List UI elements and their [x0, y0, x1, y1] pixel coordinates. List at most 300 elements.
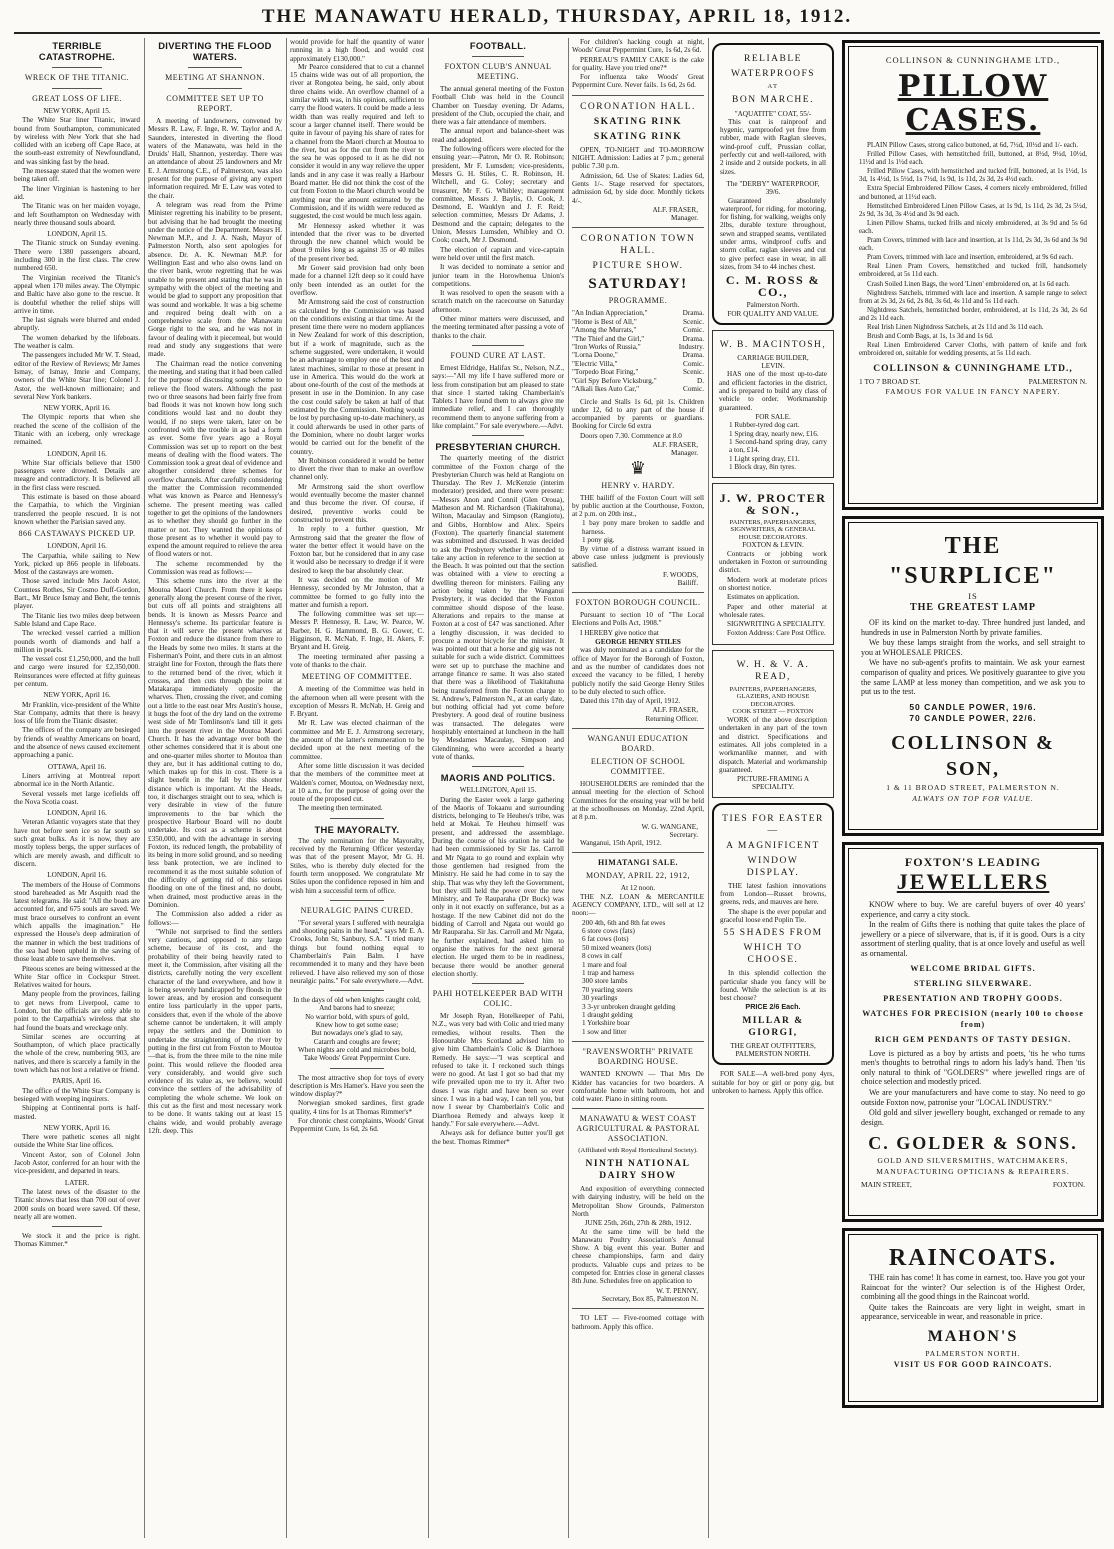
paragraph: It was decided to nominate a senior and junior team in the Horowhenua Union's competitions.	[432, 263, 564, 288]
ad-subheading: FOR SALE.	[755, 412, 791, 421]
programme-genre: D.	[697, 376, 704, 385]
paragraph: The office of the White Star Company is besieged with weeping inquirers.	[14, 1086, 140, 1103]
paragraph: FOR SALE—A well-bred pony 4yrs, suitable for boy or girl or pony gig, but unbroken to harness. Apply this office.	[712, 1070, 834, 1095]
signature-role: Secretary.	[669, 830, 698, 839]
advertiser-name: COLLINSON & SON,	[891, 731, 1055, 780]
paragraph: Veteran Atlantic voyagers state that they have not before seen ice so far south so such great bulks. As it is now, they are mostly topless bergs, the upper surfaces of which are merely awash, and difficult to discern.	[14, 818, 140, 868]
ad-heading: AT	[767, 83, 779, 90]
sale-item: 200 4th, 6th and 8th fat ewes	[582, 918, 666, 927]
paragraph: Quite takes the Raincoats are very light in weight, smart in appearance, serviceable in wear, and reasonable in price.	[861, 1302, 1085, 1322]
ad-heading: PICTURE SHOW.	[592, 261, 684, 272]
ad-subheading: CARRIAGE BUILDER,	[737, 353, 809, 362]
paragraph: Guaranteed absolutely waterproof, for riding, for motoring, for fishing, for walking, weighs only 2lbs, durable texture throughout, sewn and strapped seams, ventilated under arms, windproof cuffs and storm collar, raglan sleeves and cut to give perfect ease in wear, in all sizes, from 34 to 44 inches chest.	[720, 196, 826, 271]
subheadline: MANAWATU & WEST COAST AGRICULTURAL & PASTORAL ASSOCIATION.	[576, 1114, 700, 1144]
poem: In the days of old when knights caught cold, And barons had to sneeze; No warrior bold, with spurs of gold, Knew how to get some ease; But nowadays one's glad to say, Catarrh and coughs are fewer; When nights are cold and microbes bold, Take Woods' Great Peppermint Cure.	[293, 996, 421, 1063]
signature-role: Secretary, Box 85, Palmerston N.	[602, 1294, 698, 1303]
ad-heading: J. W. PROCTER & SON.,	[719, 490, 827, 517]
read-ad	[712, 650, 834, 798]
paragraph: Linen Pillow Shams, tucked frills and nicely embroidered, at 3s 9d and 5s 6d each.	[859, 219, 1087, 235]
address-line: FOXTON.	[1052, 1180, 1085, 1190]
address-line: MAIN STREET,	[861, 1180, 912, 1190]
column-2	[148, 38, 282, 1538]
subheadline: COMMITTEE SET UP TO REPORT.	[166, 94, 264, 113]
subheadline: MONDAY, APRIL 22, 1912,	[585, 871, 691, 881]
advertiser-name: C. M. ROSS & CO.,	[725, 273, 821, 300]
sale-item: 1 Yorkshire boar	[582, 1019, 630, 1028]
paragraph: Nightdress Satchels, hemstitched border, embroidered, at 1s 11d, 2s 3d, 2s 6d and 2s 11d each.	[859, 306, 1087, 322]
advertiser-address	[859, 377, 1087, 386]
paragraph: Liners arriving at Montreal report abnormal ice in the North Atlantic.	[14, 771, 140, 789]
paragraph: THE bailiff of the Foxton Court will sell by public auction at the Courthouse, Foxton, at 2 p.m. on 20th inst.,	[572, 493, 704, 519]
paragraph: Hemstitched Embroidered Linen Pillow Cases, at 1s 9d, 1s 11d, 2s 3d, 2s 5½d, 2s 9d, 3s 3d, 3s 4½d and 3s 9d each.	[859, 202, 1087, 218]
candidate-name: GEORGE HENRY STILES	[595, 638, 681, 647]
sale-list	[572, 919, 704, 1037]
surplice-lamp-ad	[842, 516, 1104, 836]
programme-title: "Home is Best of All,"	[572, 317, 637, 326]
advertiser-tagline: GOLD AND SILVERSMITHS, WATCHMAKERS, MANUFACTURING OPTICIANS & REPAIRERS.	[876, 1156, 1070, 1177]
paragraph: The wrecked vessel carried a million pounds worth of diamonds and half a million in pearls.	[14, 629, 140, 654]
programme-row	[572, 343, 704, 351]
paragraph: Extra Special Embroidered Pillow Cases, 4 corners nicely embroidered, frilled and buttoned, at 11½d each.	[859, 185, 1087, 201]
paragraph: Norwegian smoked sardines, first grade quality, 4 tins for 1s at Thomas Rimmer's*	[290, 1099, 424, 1116]
paragraph: I HEREBY give notice that	[580, 628, 659, 637]
paragraph: Mr Robinson considered it would be better to divert the river than to make an overflow channel only.	[290, 456, 424, 482]
paragraph: Dated this 17th day of April, 1912.	[580, 697, 681, 706]
programme-genre: Industry.	[678, 343, 704, 352]
ad-title: SATURDAY!	[588, 276, 688, 293]
paragraph: Frilled Pillow Cases, with hemstitched frill, buttoned, at 8½d, 9½d, 10½d, 11½d and 1s 1½d each.	[859, 151, 1087, 167]
divider	[188, 88, 242, 89]
ad-heading: SKATING RINK	[593, 131, 683, 142]
dateline: NEW YORK, April 15.	[43, 107, 111, 115]
paragraph: This estimate is based on those aboard the Carpathia, to which the Virginian transferred the people rescued. It is not known whether the Parisian saved any.	[14, 493, 140, 526]
ad-body	[861, 1049, 1085, 1128]
advertiser-name: COLLINSON & CUNNINGHAME LTD.,	[873, 364, 1073, 375]
paragraph: was duly nominated as a candidate for the office of Mayor for the Borough of Foxton, and as the number of candidates does not exceed the vacancy to be filled, I hereby publicly notify the said George Henry Stiles to be duly elected to such office.	[572, 646, 704, 696]
divider	[572, 1108, 704, 1109]
sale-item: 6 store cows (fats)	[582, 927, 635, 936]
ad-heading: W. H. & V. A. READ,	[736, 659, 810, 682]
sale-item: 300 store lambs	[582, 977, 628, 986]
ad-body	[859, 142, 1087, 358]
dateline: PARIS, April 16.	[52, 1077, 102, 1086]
paragraph: Many people from the provinces, failing to get news from Liverpool, came to London, but the officials are only able to point to the Carpathia's wireless that she had found the boats and wreckage only.	[14, 990, 140, 1032]
advertiser-tagline: THE GREAT OUTFITTERS,	[730, 1041, 816, 1050]
signature: W. G. WANGANE,	[641, 822, 698, 831]
programme-title: "Torpedo Boat Firing,"	[572, 368, 639, 377]
paragraph: Circle and Stalls 1s 6d, pit 1s. Children under 12, 6d to any part of the house if accompanied by parents or guardians. Booking for Circle 6d extra	[572, 397, 704, 431]
paragraph: Wanganui, 15th April, 1912.	[580, 839, 662, 848]
paragraph: Real Irish Linen Nightdress Satchels, at 2s 11d and 3s 11d each.	[867, 323, 1044, 331]
divider	[572, 592, 704, 593]
paragraph: The women debarked by the lifeboats. The weather is calm.	[14, 333, 140, 351]
paragraph: The Virginian received the Titanic's appeal when 170 miles away. The Olympic and Baltic have also gone to the rescue. It is doubtful whether the relief ships will arrive in time.	[14, 273, 140, 315]
paragraph: WANTED KNOWN — That Mrs De Kidder has vacancies for two boarders. A comfortable home with bathroom, hot and cold water. Piano in sitting room.	[572, 1070, 704, 1104]
subheadline: 866 CASTAWAYS PICKED UP.	[18, 529, 136, 539]
sale-item: 8 cows in calf	[582, 952, 623, 961]
paragraph: Vincent Astor, son of Colonel John Jacob Astor, conferred for an hour with the vice-president, and departed in tears.	[14, 1150, 140, 1176]
ad-body	[861, 900, 1085, 959]
programme-row	[572, 377, 704, 385]
programme-row	[572, 351, 704, 359]
paragraph: By virtue of a distress warrant issued in above case unless judgment is previously satisfied.	[572, 544, 704, 570]
paragraph: The only nomination for the Mayoralty, received by the Returning Officer yesterday was that of the present Mayor, Mr G. H. Stiles, who is thereby duly elected for the fourth term unopposed. We congratulate Mr Stiles upon the confidence reposed in him and wish him a successful term of office.	[290, 836, 424, 895]
ad-body	[861, 618, 1085, 697]
sale-item: 1 draught gelding	[582, 1011, 633, 1020]
paragraph: HAS one of the most up-to-date and efficient factories in the district, and is prepared to build any class of vehicle to order. Workmanship guaranteed.	[719, 370, 827, 412]
advertiser-place: Palmerston North.	[746, 301, 800, 310]
subheadline: ELECTION OF SCHOOL COMMITTEE.	[590, 757, 686, 777]
advertiser-name: MILLAR & GIORGI,	[742, 1015, 804, 1038]
address-line: 1 TO 7 BROAD ST.	[859, 377, 921, 387]
ad-heading: WATERPROOFS	[730, 69, 816, 79]
advertiser-address: 1 & 11 BROAD STREET, PALMERSTON N.	[886, 782, 1060, 792]
for-sale-item: 1 Rubber-tyred dog cart.	[729, 421, 800, 430]
paragraph: THE N.Z. LOAN & MERCANTILE AGENCY COMPANY, LTD., will sell at 12 noon:—	[572, 892, 704, 918]
programme-row	[572, 360, 704, 368]
programme-genre: Comic.	[683, 359, 704, 368]
price: 70 CANDLE POWER, 22/6.	[909, 712, 1037, 723]
ad-heading: FOXTON'S LEADING	[904, 855, 1042, 869]
masthead: THE MANAWATU HERALD, THURSDAY, APRIL 18, 1912.	[261, 6, 853, 27]
programme-title: "Alkali Ikes Auto Car,"	[572, 385, 640, 394]
programme-title: "The Thief and the Girl,"	[572, 334, 645, 343]
paragraph: A telegram was read from the Prime Minister regretting his inability to be present, but advising that he had brought the meeting under the notice of the Department. Messrs H. Newman M.P., and J. A. Nash, Mayor of Palmerston North, also sent apologies for absence. Dr. A. K. Newman M.P. for Wellington East and who also owns land on the river bank, wrote regretting that he was unable to be present and stating that he was in sympathy with the object of the meeting and would be glad to support any proposition that was sound and workable. It was a big scheme and required being dealt with on a comprehensive scale from the Manawatu Gorge right to the sea, and he was not in favour of dealing with it piecemeal, but would read and study any suggestions that were made.	[148, 200, 282, 359]
sale-item: 3 3-yr unbroken draught gelding	[582, 1002, 676, 1011]
paragraph: The annual general meeting of the Foxton Football Club was held in the Council Chamber on Tuesday evening. Dr Adams, president of the Club, occupied the chair, and there was a fair attendance of members.	[432, 85, 564, 127]
product-title: "AQUATITE" COAT, 55/-	[734, 109, 812, 118]
sale-item: 30 yearlings	[582, 994, 618, 1003]
paragraph: Crash Soiled Linen Bags, the word 'Linen' embroidered on, at 1s 6d each.	[867, 280, 1070, 288]
paragraph: Nightdress Satchels, trimmed with lace and insertion. A sample range to select from at 2s 3d, 2s 6d, 2s 8d, 3s 6d, 4s 11d and 5s 11d each.	[859, 289, 1087, 305]
dateline: LONDON, April 16.	[47, 871, 107, 880]
paragraph: In reply to a further question, Mr Armstrong said that the greater the flow of water the better effect it would have on the Foxton bar, but he considered that in any case it would also be necessary to dredge if it were desired to keep the bar absolutely clear.	[290, 525, 424, 575]
paragraph: Real Linen Embroidered Carver Cloths, with pattern of knife and fork embroidered on, suitable for wedding presents, at 5s 11d each.	[859, 342, 1087, 358]
ad-heading: WHICH TO CHOOSE.	[743, 943, 803, 966]
subheadline: GREAT LOSS OF LIFE.	[32, 94, 122, 103]
advertiser-address	[861, 1180, 1085, 1189]
paragraph: Always ask for defiance butter you'll get the best. Thomas Rimmer*	[432, 1129, 564, 1146]
paragraph: Mr Armstrong said the cost of construction as calculated by the Commission was based on the conditions existing at that time. At the present time there were no modern appliances in New Zealand for work of this description, but if a work of magnitude, such as the scheme suggested, were undertaken, it would be an advantage to employ one of the best and latest machines, similar to those at present in use in America. This would do the work at about one-fourth of the cost of the methods at present in use in the Dominion. In any case the cost could safely be taken at half of that estimated by the Commission. Nothing would be lost by purchasing up-to-date machinery, as it could afterwards be used in other parts of the Dominion, where no doubt larger works would be carried out for the benefit of the country.	[290, 298, 424, 456]
paragraph: Similar scenes are occurring at Southampton, of which place practically the whole of the crew, numbering 903, are natives, and there is scarcely a family in the town which has not lost a relative or friend.	[14, 1032, 140, 1075]
for-sale-item: 1 Light spring dray, £11.	[729, 454, 800, 463]
raincoats-ad	[842, 1228, 1104, 1408]
paragraph: A meeting of the Committee was held in the afternoon when all were present with the exception of Messrs R. McNab, H. Greig and F. Bryant.	[290, 685, 424, 719]
advert-line: We stock it and the price is right. Thomas Kimmer.*	[14, 1232, 140, 1249]
gift-item: WELCOME BRIDAL GIFTS.	[910, 963, 1036, 973]
paragraph: Mr Hennessy asked whether it was intended that the river was to be diverted through the new channel which would be about 9 miles long as against 35 or 40 miles of the present river bed.	[290, 221, 424, 263]
paragraph: The election of captain and vice-captain were held over until the first match.	[432, 245, 564, 262]
signature-role: Manager.	[671, 449, 698, 458]
ad-heading: SKATING RINK	[593, 116, 683, 127]
paragraph: The Titanic struck on Sunday evening. There were 1380 passengers aboard, including 300 in the first class. The crew numbered 650.	[14, 239, 140, 273]
subheadline: (Affiliated with Royal Horticultural Society).	[578, 1147, 698, 1155]
paragraph: The Carpathia, while sailing to New York, picked up 866 people in lifeboats. Most of the castaways are women.	[14, 551, 140, 577]
advertiser-address: PALMERSTON NORTH.	[925, 1348, 1021, 1358]
macintosh-ad	[712, 330, 834, 478]
signature: ALF. FRASER,	[652, 441, 698, 449]
divider	[52, 1226, 102, 1227]
sale-item: 1 trap and harness	[582, 969, 635, 978]
divider	[472, 435, 525, 436]
dateline: OTTAWA, April 16.	[47, 762, 107, 771]
advertiser-tagline: FAMOUS FOR VALUE IN FANCY NAPERY.	[885, 387, 1061, 397]
paragraph: SIGNWRITING A SPECIALITY.	[727, 620, 825, 629]
paragraph: Modern work at moderate prices on shortest notice.	[719, 575, 827, 592]
paragraph: And exposition of everything connected with dairying industry, will be held on the Metropolitan Show Grounds, Palmerston North	[572, 1185, 704, 1218]
paragraph: The Olympic reports that when she reached the scene of the collision of the Titanic with an iceberg, only wreckage remained.	[14, 413, 140, 447]
programme-title: "Among the Murrats,"	[572, 326, 637, 335]
ad-subheading: PICTURE-FRAMING A SPECIALITY.	[736, 775, 810, 792]
paragraph: The shape is the ever popular and graceful loose end Poplin Tie.	[720, 907, 826, 924]
signature-role: Returning Officer.	[645, 714, 698, 723]
paragraph: HOUSEHOLDERS are reminded that the annual meeting for the election of School Committees for the ensuing year will be held at the schoolhouses on Monday, 22nd April, at 8 p.m.	[572, 780, 704, 822]
paragraph: Mr R. Law was elected chairman of the committee and Mr E. J. Armstrong secretary, the amount of the latter's remuneration to be decided upon at the next meeting of the committee.	[290, 719, 424, 761]
ad-heading: WINDOW DISPLAY.	[746, 855, 800, 878]
paragraph: The meeting then terminated.	[298, 804, 383, 813]
paragraph: During the Easter week a large gathering of the Maoris of Tokaanu and surrounding districts, belonging to Te Heuheu's tribe, was held at Mokai. Te Heuheu himself was present, and addressed the assemblage. During the course of his oration he said he had been commissioned by Sir Jas. Carroll and Mr Ngata to go round and explain why those gentlemen had resigned from the Ministry. He said he had come in to say the ship. That was why they left the Government, but they still held the power over the new Ministry, and Te Rauparaha (Dr Buck) was only in it not exactly on sufferance, but as a hostage. If the new Cabinet did not do the bidding of Carroll and Ngata out would go Mr Rauparaha. Sir Jas. Carroll and Mr Ngata, he further explained, had asked him to organise the natives for the next general election. He urged them to be in readiness, because there would be another general election shortly.	[432, 795, 564, 978]
headline: PRESBYTERIAN CHURCH.	[435, 441, 561, 453]
column-rule	[568, 38, 569, 1538]
paragraph: Mr Franklin, vice-president of the White Star Company, admits that there is heavy loss of life from the Titanic disaster.	[14, 700, 140, 726]
procter-ad	[712, 483, 834, 645]
paragraph: At the same time will be held the Manawatu Poultry Association's Annual Show. A big event this year. Butter and cheese championships, farm and dairy products. Valuable cups and prizes to be competed for. Entries close in general classes 8th June. Schedules free on application to	[572, 1227, 704, 1286]
paragraph: Other minor matters were discussed, and the meeting terminated after passing a vote of thanks to the chair.	[432, 315, 564, 340]
programme-row	[572, 335, 704, 343]
divider	[330, 818, 384, 819]
sale-item: 1 sow and litter	[582, 1027, 627, 1036]
divider	[188, 67, 242, 68]
paragraph: Mr Pearce considered that to cut a channel 15 chains wide was out of all proportion, the river at Rongotea being, he said, only about three chains wide. An overflow channel of a similar width was, in his opinion, sufficient to carry the flood waters. It could be made a less width than was really required and left to scour a larger channel itself. There would be quite in favour of paying his share of rates for a channel from the Maori church at Moutoa to the river, but as for the cut from the river to the sea he was opposed to it as he did not consider it would in any way relieve the upper lands and in any case it was really a Harbour Board matter. He did not think the cost of the cut from Foxton to the Maori church would be anything near the amount estimated by the Commission, and if its width were reduced as suggested, the cost would be much less again.	[290, 62, 424, 221]
headline: FOOTBALL.	[469, 40, 527, 51]
ad-heading: RELIABLE	[744, 54, 802, 64]
ad-heading: BON MARCHE.	[732, 94, 814, 105]
subheadline: FOUND CURE AT LAST.	[450, 350, 546, 360]
column-rule	[144, 38, 145, 1538]
programme-genre: Comic.	[683, 326, 704, 335]
paragraph: The passengers included Mr W. T. Stead, editor of the Review of Reviews; Mr James Ismay, of Ismay, Imrie and Company, owners of the White Star line; Colonel J. Astor, the well-known millionaire; and several New York bankers.	[14, 351, 140, 401]
ad-subheading: FOXTON & LEVIN.	[742, 541, 804, 550]
column-6	[712, 38, 834, 1538]
ties-ad	[712, 803, 834, 1066]
gift-item: PRESENTATION AND TROPHY GOODS.	[883, 993, 1063, 1003]
dateline: LONDON, April 16.	[47, 542, 107, 551]
paragraph: WORK of the above description undertaken in any part of the town and district. Specifications and estimates. All jobs completed in a workmanlike manner, and with dispatch. Material and workmanship guaranteed.	[719, 716, 827, 774]
paragraph: PERREAU'S FAMILY CAKE is the cake for quality. Have you tried one?*	[572, 55, 704, 72]
signature-role: Manager.	[671, 214, 698, 223]
paragraph: Mr Armstrong said the short overflow would eventually become the master channel and thus become the river. Of course, if desired, preventive works could be constructed to prevent this.	[290, 482, 424, 524]
paragraph: Shipping at Continental ports is half-masted.	[14, 1104, 140, 1121]
paragraph: The vessel cost £1,250,000, and the hull and cargo were insured for £2,350,000. Reinsurances were effected at fifty guineas per centum.	[14, 655, 140, 688]
signature-role: Bailiff.	[677, 578, 698, 587]
divider	[572, 1308, 704, 1309]
subheadline: FOXTON CLUB'S ANNUAL MEETING.	[444, 62, 552, 81]
paragraph: In the realm of Gifts there is nothing that quite takes the place of jewellery or a piece of silverware, that is, if it is good. Ours is a city assortment of sterling quality, that is at once lovely and useful as well as ornamental.	[861, 920, 1085, 958]
programme-genre: Drama.	[682, 351, 704, 360]
subheadline: "RAVENSWORTH" PRIVATE BOARDING HOUSE.	[582, 1047, 694, 1067]
ad-subheading: PAINTERS, PAPERHANGERS, SIGNWRITERS, & GENERAL HOUSE DECORATORS.	[729, 518, 817, 541]
paragraph: Pram Covers, trimmed with lace and insertion, at 1s 11d, 2s 3d, 3s 6d and 3s 9d each.	[859, 237, 1087, 253]
paragraph: It was resolved to open the season with a scratch match on the racecourse on Saturday afternoon.	[432, 289, 564, 314]
column-1	[14, 38, 140, 1538]
price: PRICE 2/6 Each.	[745, 1002, 801, 1012]
column-4	[432, 38, 564, 1538]
paragraph: The liner Virginian is hastening to her aid.	[14, 184, 140, 201]
for-sale-list	[719, 421, 827, 471]
surplice-lamp-ad-inner	[848, 522, 1098, 830]
paragraph: Admission, 6d. Use of Skates: Ladies 6d, Gents 1/-. Stage reserved for spectators, admission 6d, by side door. Monthly tickets 4/-.	[572, 171, 704, 205]
signature: ALF. FRASER,	[652, 205, 698, 214]
paragraph: Ernest Eldridge, Halifax St., Nelson, N.Z., says:—"All my life I have suffered more or less from constipation but am pleased to state that since I started taking Chamberlain's Tablets I have found them to always give me immediate relief, and I can thoroughly recommend them to anyone suffering from a like complaint." For sale everywhere.—Advt.	[432, 363, 564, 430]
paragraph: PLAIN Pillow Cases, strong calico buttoned, at 6d, 7½d, 10½d and 1/- each.	[867, 142, 1079, 149]
paragraph: We are your manufacturers and have come to stay. No need to go outside Foxton now, patronise your "LOCAL INDUSTRY."	[861, 1087, 1085, 1107]
ad-subheading: LEVIN.	[761, 362, 785, 371]
paragraph: KNOW where to buy. We are careful buyers of over 40 years' experience, and carry a city stock.	[861, 900, 1085, 919]
paragraph: The latest news of the disaster to the Titanic shows that less than 700 out of over 2000 souls on board were saved. Of these, nearly all are women.	[14, 1187, 140, 1221]
paragraph: For influenza take Woods' Great Peppermint Cure. Never fails. 1s 6d, 2s 6d.	[572, 73, 704, 90]
for-sale-item: 1 Spring dray, nearly new, £16.	[729, 429, 819, 438]
headline: MAORIS AND POLITICS.	[440, 772, 556, 784]
paragraph: Foxton Address: Care Post Office.	[727, 629, 826, 638]
subheadline: HENRY v. HARDY.	[601, 480, 675, 490]
paragraph: The message stated that the women were being taken off.	[14, 167, 140, 184]
sale-item: 6 fat cows (lots)	[582, 935, 629, 944]
paragraph: The Titanic lies two miles deep between Sable Island and Cape Race.	[14, 611, 140, 628]
sale-item: 1 mare and foal	[582, 960, 627, 969]
column-rule	[708, 38, 709, 1538]
advertiser-place: PALMERSTON NORTH.	[735, 1050, 811, 1058]
paragraph: Pursuant to section 10 of "The Local Elections and Polls Act, 1908."	[572, 611, 704, 628]
subheadline: WRECK OF THE TITANIC.	[24, 73, 130, 82]
programme-title: "Iron Works of Russia,"	[572, 343, 641, 352]
paragraph: A meeting of landowners, convened by Messrs R. Law, F. Inge, R. W. Taylor and A. Saunders, interested in diverting the flood waters of the Manawatu, was held in the Druids' Hall, Shannon, yesterday. There was an attendance of about 25 landowners and Mr E. J. Armstrong C.E., of Palmerston, was also present for the purpose of giving any expert information required. Mr E. Law was voted to the chair.	[148, 117, 282, 200]
ad-heading: CORONATION HALL.	[580, 101, 696, 112]
paragraph: The following officers were elected for the ensuing year:—Patron, Mr O. R. Robinson; president, Mr F. Lumsden; vice-presidents, Messrs G. H. Stiles, C. R. Robinson, H. Witchell, and G. Coley; secretary and treasurer, Mr F. G. Whibley; management committee, Messrs J. Baylis, O. Cook, J. Desmond, E. Wauklyn and J. F. Reid; selection committee, Messrs Dr Adams, J. Desmond and the captain; delegates to the Union, Messrs Lumsden, Whibley and O. Cook; coach, Mr J. Desmond.	[432, 145, 564, 245]
divider	[330, 990, 384, 991]
paragraph: This coat is rainproof and hygenic, yarnproofed yet free from rubber, made with Raglan sleeves, wind-proof cuff, Prussian collar, perfectly cut and well-tailored, with 2 inside and 2 outside pockets, in all sizes.	[720, 117, 826, 176]
paragraph: would provide for half the quantity of water running in a high flood, and would cost approximately £130,000."	[290, 38, 424, 63]
sale-item: 50 mixed weaners (lots)	[582, 943, 652, 952]
dateline: LONDON, April 16.	[47, 809, 107, 818]
paragraph: Doors open 7.30. Commence at 8.0	[580, 431, 682, 440]
ad-heading: NINTH NATIONAL DAIRY SHOW	[585, 1159, 691, 1182]
ad-title: RAINCOATS.	[888, 1245, 1058, 1271]
column-3	[290, 38, 424, 1538]
paragraph: There were pathetic scenes all night outside the White Star line offices.	[14, 1133, 140, 1150]
programme-row	[572, 368, 704, 376]
ad-heading: COLLINSON & CUNNINGHAME LTD.,	[885, 55, 1061, 65]
column-5	[572, 38, 704, 1538]
paragraph: The Commission also added a rider as follows:—	[148, 910, 282, 927]
sale-time: At 12 noon.	[620, 884, 656, 893]
ad-subheading: THE GREATEST LAMP	[909, 602, 1037, 613]
address-line: PALMERSTON N.	[1028, 377, 1087, 387]
programme-genre: Comic.	[683, 385, 704, 394]
programme-row	[572, 385, 704, 393]
gift-item: WATCHES FOR PRECISION (nearly 100 to choose from)	[862, 1008, 1084, 1029]
divider	[472, 56, 525, 57]
programme-title: "Electric Villa,"	[572, 359, 618, 368]
jewellers-ad-inner	[848, 848, 1098, 1216]
paragraph: After some little discussion it was decided that the members of the committee meet at Walden's corner, Moutoa, on Wednesday next, at 10 a.m., for the purpose of going over the route of the proposed cut.	[290, 761, 424, 804]
ad-heading: A MAGNIFICENT	[726, 840, 820, 851]
divider	[52, 67, 102, 68]
price: 50 CANDLE POWER, 19/6.	[909, 701, 1037, 712]
programme-genre: Scenic.	[683, 317, 704, 326]
paragraph: THE latest fashion innovations from London—Russet browns, greens, reds, and mauves are here.	[720, 881, 826, 907]
paragraph: OF its kind on the market to-day. Three hundred just landed, and hundreds in use in Palmerston North by private families.	[861, 618, 1085, 637]
advertiser-tagline: FOR QUALITY AND VALUE.	[727, 309, 819, 318]
paragraph: For chronic chest complaints, Woods' Great Peppermint Cure, 1s 6d, 2s 6d.	[290, 1117, 424, 1134]
ad-body	[861, 1273, 1085, 1322]
programme-genre: Drama.	[682, 309, 704, 318]
dateline: NEW YORK, April 16.	[43, 1123, 111, 1132]
paragraph: We have no sub-agent's profits to maintain. We ask your earnest comparison of quality and prices. We positively guarantee to give you the same LAMP at less money than competition, and we ask you to put us to the test.	[861, 658, 1085, 697]
gift-item: RICH GEM PENDANTS OF TASTY DESIGN.	[874, 1034, 1072, 1044]
dateline: LONDON, April 16.	[47, 449, 107, 458]
paragraph: THE rain has come! It has come in earnest, too. Have you got your Raincoat for the winter? Our selection is of the Highest Order, combining all the good things in the Raincoat world.	[861, 1273, 1085, 1302]
advertiser-name: MAHON'S	[927, 1327, 1019, 1345]
paragraph: Mr Joseph Ryan, Hotelkeeper of Pahi, N.Z., was very bad with Colic and tried many remedies, without results. Then the Honourable Mrs Scotland advised him to give him Chamberlain's Colic & Diarrhoea Remedy. He says:—"I was sceptical and refused to take it. I reckoned such things were no good. At last I got so bad that my wife prevailed upon me to try it. After two doses I was right and have been so ever since. I was in a bad way, I can tell you, but now I swear by Chamberlain's Colic and Diarrhoea Remedy and always keep it handy." For sale everywhere.—Advt.	[432, 1012, 564, 1128]
subheadline: NEURALGIC PAINS CURED.	[300, 905, 414, 915]
dateline: LONDON, April 15.	[47, 230, 107, 239]
programme-row	[572, 318, 704, 326]
advertiser-tagline: ALWAYS ON TOP FOR VALUE.	[912, 793, 1034, 803]
headline: TERRIBLE CATASTROPHE.	[38, 40, 116, 62]
list-item: 1 bay pony mare broken to saddle and harness.	[582, 519, 704, 536]
paragraph: Paper and other material at wholesale rates.	[719, 602, 827, 619]
paragraph: Pram Covers, trimmed with lace and insertion, embroidered, at 9s 6d each.	[867, 254, 1074, 262]
ad-subheading: IS	[968, 591, 978, 601]
paragraph: The Titanic was on her maiden voyage, and left Southampton on Wednesday with nearly three thousand souls aboard.	[14, 202, 140, 227]
gift-list	[861, 963, 1085, 1045]
paragraph: In this splendid collection the particular shade you fancy will be found. While the selection is at its best choose?	[720, 969, 826, 1003]
subheadline: MEETING OF COMMITTEE.	[301, 672, 413, 682]
paragraph: TO LET — Five-roomed cottage with bathroom. Apply this office.	[572, 1314, 704, 1331]
divider	[572, 728, 704, 729]
subheadline: FOXTON BOROUGH COUNCIL.	[575, 598, 701, 608]
ad-title: THE "SURPLICE"	[888, 533, 1057, 589]
paragraph: OPEN, TO-NIGHT and TO-MORROW NIGHT. Admission: Ladies at 7 p.m.; general public 7.30 p.m.	[572, 145, 704, 171]
pillow-cases-ad	[842, 40, 1104, 510]
paragraph: Frilled Pillow Cases, with hemstitched and tucked frill, buttoned, at 1s 1½d, 1s 3d, 1s 4½d, 1s 5½d, 1s 7½d, 1s 9d, 1s 11d, 2s 3d, 2s 4½d each.	[859, 168, 1087, 184]
dateline: WELLINGTON, April 15.	[459, 786, 537, 795]
ad-title: JEWELLERS	[896, 869, 1050, 894]
ad-heading: TIES FOR EASTER—	[722, 813, 824, 836]
divider	[330, 1068, 384, 1069]
paragraph: The most attractive shop for toys of every description is Mrs Hamer's. Have you seen the window display?*	[290, 1073, 424, 1099]
paragraph: The last signals were blurred and ended abruptly.	[14, 316, 140, 333]
ad-heading: W. B. MACINTOSH,	[719, 339, 827, 350]
paragraph: For children's hacking cough at night, Woods' Great Peppermint Cure, 1s 6d, 2s 6d.	[572, 38, 704, 55]
signature: ALF. FRASER,	[652, 706, 698, 715]
paragraph: The quarterly meeting of the district committee of the Foxton charge of the Presbyterian Church was held at Rangiotu on Thursday. The Rev J. McKenzie (interim moderator) presided, and there were present:—Messrs Anon and Connil (Glen Oroua), Matheson and M. Richardson (Tiakitahuna), Wilton, Macaulay and Simpson (Rangiotu), and Gibbs, Hornblow and Alex. Speirs (Foxton). The quarterly financial statement was submitted and discussed. It was decided to ask the Presbytery whether it intended to take any action in reference to the section at the Beach. It was pointed out that the section was obtained with a view to erecting a dwelling thereon for ministers. Failing any action being taken by the Wanganui Presbytery, it was decided that the Foxton committee should dispose of the lease. Alterations and repairs to the manse at Foxton at a cost of £47 was sanctioned. After a lengthy discussion, it was decided to procure a motor bicycle for the minister. It was pointed out that a horse and gig was not suitable for such a wide district. Committees were set up to purchase the machine and arrange finance re same. It was also stated that there was a likelihood of Tiakitahuna being transferred from the Foxton charge to St. Andrew's, Palmerston N., at an early date, but nothing official had yet come before Presbytery. A good deal of routine business was transacted. The delegates were hospitably entertained at luncheon in the hall by Mesdames Macaulay, Simpson and Glendinning, who were accorded a hearty vote of thanks.	[432, 454, 564, 761]
signature: W. T. PENNY,	[656, 1286, 698, 1295]
paragraph: Real Linen Pram Covers, hemstitched and tucked frill, handsomely embroidered, at 5s 11d each.	[859, 263, 1087, 279]
paragraph: "For several years I suffered with neuralgia and shooting pains in the head," says Mr E. A. Crooks, John St, Sanbury, S.A. "I tried many things but found nothing equal to Chamberlain's Pain Balm. I have recommended it to many and they have been relieved. I have also relieved my son of those neuralgic pains." For sale everywhere.—Advt.	[290, 918, 424, 985]
divider	[572, 227, 704, 228]
divider	[572, 95, 704, 96]
product-title: The "DERBY" WATERPROOF, 39/6.	[726, 179, 820, 197]
divider	[472, 345, 525, 346]
headline: THE MAYORALTY.	[314, 823, 400, 835]
advertiser-name: C. GOLDER & SONS.	[868, 1133, 1078, 1154]
masthead-rule	[14, 32, 1100, 34]
dateline: NEW YORK, April 16.	[43, 404, 111, 413]
signature: F. WOODS,	[662, 570, 698, 579]
programme-row	[572, 326, 704, 334]
programme-title: "An Indian Appreciation,"	[572, 309, 648, 318]
